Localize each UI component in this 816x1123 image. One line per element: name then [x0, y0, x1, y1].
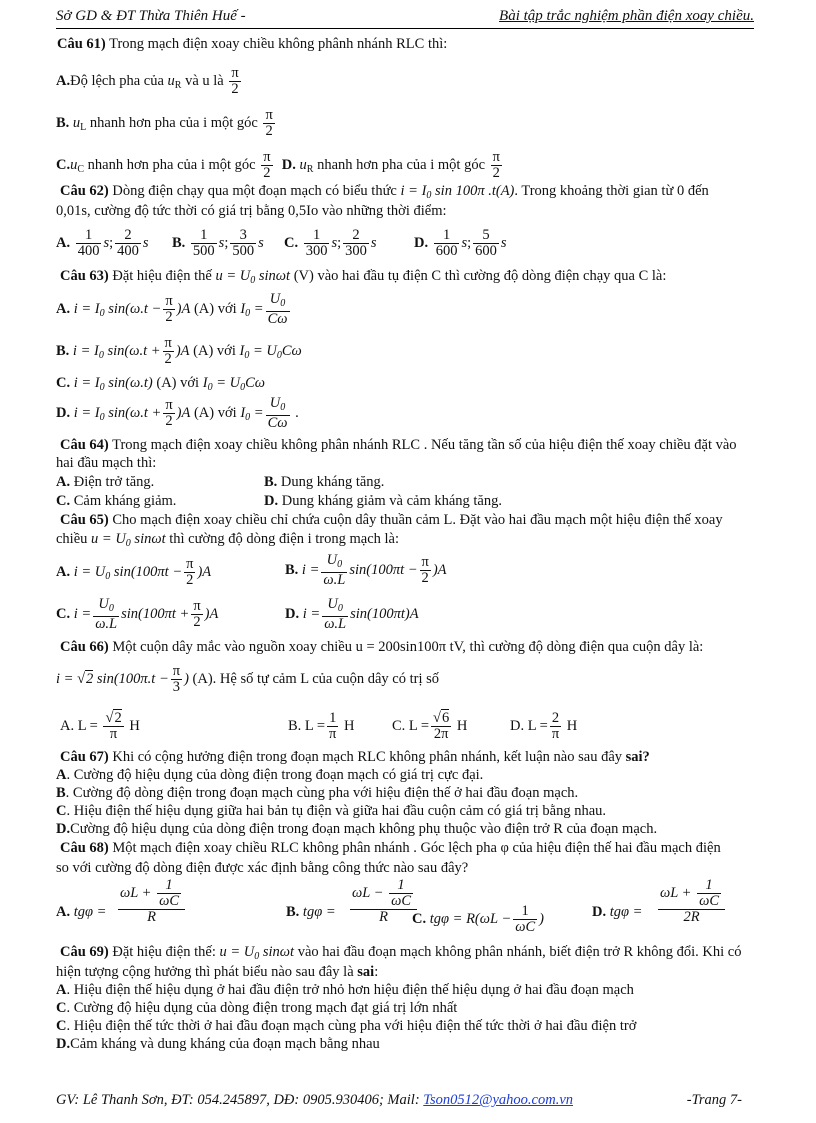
q66-line2: i = √2 sin(100π.t − $\frac{\pi}{3}$ ) (A). Hệ số tự cảm L của cuộn dây có trị số [56, 663, 440, 695]
q69-option-c: C. Hiệu điện thế tức thời ở hai đầu đoạn mạch cùng pha với hiệu điện thế tức thời ở hai đầu điện trở [56, 1018, 637, 1034]
q63-option-b: B. $i = I_0$ sin(ω.t + $\frac{\pi}{2}$ )A (A) với $I_0 = U_0C\omega$ [56, 335, 302, 367]
q65-line2: chiều $u = U_0$ sinωt thì cường độ dòng điện i trong mạch là: [56, 531, 400, 549]
q66-stem: Câu 66) Một cuộn dây mắc vào nguồn xoay chiều u = 200sin100π tV, thì cường độ dòng điện qua cuộn dây là: [60, 639, 704, 655]
header-left: Sở GD & ĐT Thừa Thiên Huế - [56, 8, 246, 24]
q63-option-c: C. $i = I_0$ sin(ω.t) (A) với $I_0 = U_0C\omega$ [56, 375, 265, 393]
q61-option-a: A.Độ lệch pha của $u_R$ và u là $\frac{\pi}{2}$ [56, 65, 239, 97]
q63-stem: Câu 63) Đặt hiệu điện thế $u = U_0$ sinωt (V) vào hai đầu tụ điện C thì cường độ dòng điện chạy qua C là: [60, 268, 667, 286]
q61-stem: Câu 61) Trong mạch điện xoay chiều không phânh nhánh RLC thì: [57, 36, 448, 52]
q68-stem: Câu 68) Một mạch điện xoay chiều RLC không phân nhánh . Góc lệch pha φ của hiệu điện thế hai đầu mạch điện [60, 840, 721, 856]
q62-options: A. $\frac{1}{400}$ s; $\frac{2}{400}$ s B. $\frac{1}{500}$ s; $\frac{3}{500}$ s C. $\frac{1}{300}$ s; $\frac{2}{300}$ s D. $\frac{1}{600}$ s; $\frac{5}{600}$ s [56, 227, 507, 259]
q62-stem: Câu 62) Dòng điện chạy qua một đoạn mạch có biểu thức $i = I_0$ sin 100π .t(A). Trong khoảng thời gian từ 0 đến [60, 183, 709, 201]
page-header [56, 6, 754, 29]
q62-number: Câu 62) [60, 183, 109, 199]
q69-line2: hiện tượng cộng hưởng thì phát biểu nào sau đây là sai: [56, 964, 379, 980]
q66-options: A. L = $\frac{√2}{\pi}$ H B. L = $\frac{1}{\pi}$ H C. L = $\frac{√6}{2\pi}$ H D. L = $\frac{2}{\pi}$ H [60, 710, 578, 742]
q67-option-c: C. Hiệu điện thế hiệu dụng giữa hai bản tụ điện và giữa hai đầu cuộn cảm có giá trị bằng nhau. [56, 803, 607, 819]
page-footer [56, 1092, 742, 1109]
q64-option-d: D. Dung kháng giảm và cảm kháng tăng. [264, 493, 502, 509]
q69-option-a: A. Hiệu điện thế hiệu dụng ở hai đầu điện trở nhỏ hơn hiệu điện thế hiệu dụng ở hai đầu đoạn mạch [56, 982, 634, 998]
q65-option-d: D. i = $\frac{U_0}{\omega.L}$ sin(100πt)A [285, 596, 419, 632]
q65-option-c: C. i = $\frac{U_0}{\omega.L}$ sin(100πt + $\frac{\pi}{2}$ )A [56, 596, 219, 632]
q64-line2: hai đầu mạch thì: [56, 455, 157, 471]
footer-email-link[interactable]: Tson0512@yahoo.com.vn [423, 1092, 574, 1108]
q63-option-d: D. $i = I_0$ sin(ω.t + $\frac{\pi}{2}$ )A (A) với $I_0$ = $\frac{U_0}{C\omega}$ . [56, 395, 299, 431]
q68-line2: so với cường độ dòng điện được xác định bằng công thức nào sau đây? [56, 860, 469, 876]
q67-option-b: B. Cường độ dòng điện trong đoạn mạch cùng pha với hiệu điện thế ở hai đầu đoạn mạch. [56, 785, 579, 801]
q69-stem: Câu 69) Đặt hiệu điện thế: $u = U_0$ sinωt vào hai đầu đoạn mạch không phân nhánh, biết điện trở R không đổi. Khi có [60, 944, 742, 962]
q63-option-a: A. $i = I_0$ sin(ω.t − $\frac{\pi}{2}$ )A (A) với $I_0$ = $\frac{U_0}{C\omega}$ [56, 291, 288, 327]
header-right: Bài tập trắc nghiệm phần điện xoay chiều. [499, 8, 754, 24]
q65-option-a: A. $i = U_0$ sin(100πt − $\frac{\pi}{2}$ )A [56, 556, 212, 588]
q61-option-c-d: $C.u_C$ nhanh hơn pha của i một góc $\frac{\pi}{2}$ D. $u_R$ nhanh hơn pha của i một góc $\frac{\pi}{2}$ [56, 149, 500, 181]
q69-option-d: D.Cảm kháng và dung kháng của đoạn mạch bằng nhau [56, 1036, 380, 1052]
q64-option-a: A. Điện trở tăng. [56, 474, 155, 490]
q61-option-b: B. $u_L$ nhanh hơn pha của i một góc $\frac{\pi}{2}$ [56, 107, 273, 139]
footer-text: GV: Lê Thanh Sơn, ĐT: 054.245897, DĐ: 0905.930406; Mail: [56, 1092, 420, 1108]
q62-line2: 0,01s, cường độ tức thời có giá trị bằng 0,5Io vào những thời điểm: [56, 203, 447, 219]
q61-number: Câu 61) [57, 36, 106, 52]
q64-stem: Câu 64) Trong mạch điện xoay chiều không phân nhánh RLC . Nếu tăng tần số của hiệu điện thế xoay chiều đặt vào [60, 437, 737, 453]
page-number: -Trang 7- [686, 1092, 742, 1108]
q69-option-b: C. Cường độ hiệu dụng của dòng điện trong mạch đạt giá trị lớn nhất [56, 1000, 458, 1016]
q64-option-b: B. Dung kháng tăng. [264, 474, 385, 490]
q67-stem: Câu 67) Khi có cộng hưởng điện trong đoạn mạch RLC không phân nhánh, kết luận nào sau đây sai? [60, 749, 650, 765]
q64-option-c: C. Cảm kháng giảm. [56, 493, 177, 509]
q67-option-a: A. Cường độ hiệu dụng của dòng điện trong đoạn mạch có giá trị cực đại. [56, 767, 484, 783]
q65-stem: Câu 65) Cho mạch điện xoay chiều chỉ chứa cuộn dây thuần cảm L. Đặt vào hai đầu mạch một hiệu điện thế xoay [60, 512, 723, 528]
q68-options: A. tgφ = ωL + $\frac{1}{\omega C}$ R B. tgφ = ωL − $\frac{1}{\omega C}$ R C. tgφ = R(ωL − $\frac{1}{\omega C}$ ) D. tgφ = ωL + $\frac{1}{\omega C}$ 2R [56, 878, 756, 938]
q65-option-b: B. i = $\frac{U_0}{\omega.L}$ sin(100πt − $\frac{\pi}{2}$ )A [285, 552, 447, 588]
q67-option-d: D.Cường độ hiệu dụng của dòng điện trong đoạn mạch không phụ thuộc vào điện trở R của đoạn mạch. [56, 821, 658, 837]
